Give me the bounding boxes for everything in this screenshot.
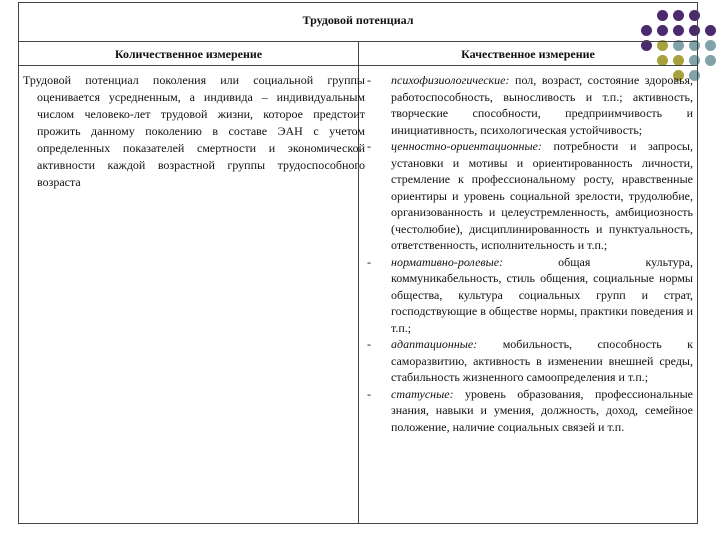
list-dash: - (367, 337, 371, 351)
left-column-header: Количественное измерение (114, 47, 263, 61)
quality-term: психофизиологические: (391, 73, 510, 87)
divider (19, 65, 697, 66)
quality-item (367, 336, 693, 386)
decorative-dot (705, 25, 716, 36)
decorative-dot (705, 55, 716, 66)
quality-term: статусные: (391, 386, 454, 401)
right-column-header: Качественное измерение (461, 47, 595, 61)
quality-item (367, 386, 693, 436)
list-dash: - (367, 139, 371, 153)
list-dash: - (367, 386, 371, 401)
list-dash: - (367, 73, 371, 87)
quality-item (367, 254, 693, 337)
quality-text: мобильность, способность к саморазвитию, активность в изменении внешней среды, стабильность жизненного самоопределения и т.п.; (391, 337, 693, 384)
qualitative-list (367, 72, 693, 435)
quality-term: ценностно-ориентационные: (391, 139, 542, 153)
quality-text: потребности и запросы, установки и мотивы и ориентированность личности, стремление к профессиональному росту, нравственные ориентиры и уровень социальной зрелости, трудолюбие, организованность и целеустремленность, амбициозность (честолюбие), дисциплинированность и пунктуальность, ответственность, исполнительность и т.п.; (391, 139, 693, 252)
potential-table (18, 2, 698, 524)
quality-item (367, 138, 693, 254)
decorative-dot (705, 40, 716, 51)
quality-term: адаптационные: (391, 337, 478, 351)
quantitative-description: Трудовой потенциал поколения или социальной группы оценивается усредненным, а индивида – индивидуальным числом человеко-лет трудовой жизни, которое предстоит прожить данному поколению в составе ЭАН с учетом определенных показателей смертности и экономической активности каждой возрастной группы трудоспособного возраста (23, 73, 365, 189)
quality-text: общая культура, коммуникабельность, стиль общения, социальные нормы общества, культура социальных групп и страт, господствующие в обществе нормы, практики поведения и т.п.; (391, 254, 693, 335)
table-title: Трудовой потенциал (302, 13, 414, 27)
quality-text: уровень образования, профессиональные знания, навыки и умения, должность, доход, семейное положение, наличие социальных связей и т.п. (391, 386, 693, 434)
quality-item (367, 72, 693, 138)
quality-term: нормативно-ролевые: (391, 254, 504, 269)
quality-text: пол, возраст, состояние здоровья, работоспособность, выносливость и т.п.; активность, творческие способности, предприимчивость и инициативность, психологическая устойчивость; (391, 73, 693, 137)
list-dash: - (367, 254, 371, 269)
